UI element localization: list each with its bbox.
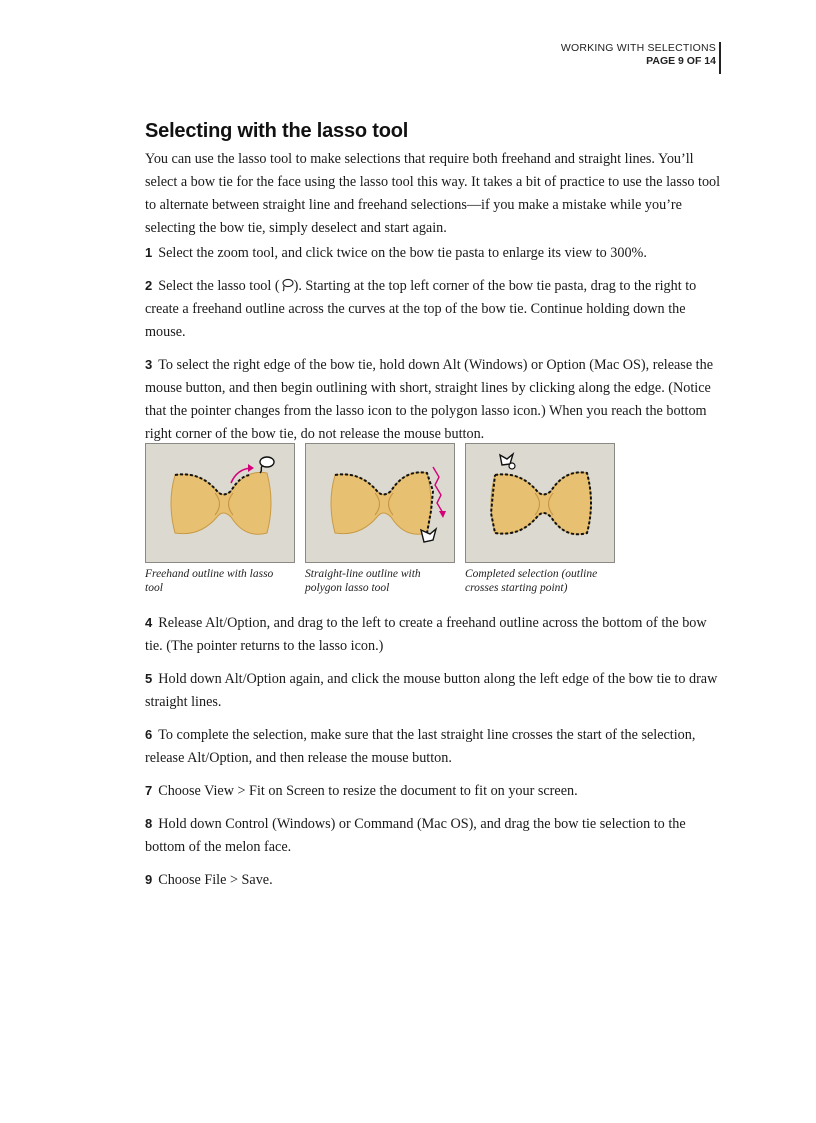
- step-8: [145, 812, 725, 859]
- step-number: 3: [145, 357, 153, 372]
- step-number: 8: [145, 816, 153, 831]
- step-number: 5: [145, 671, 153, 686]
- steps-list-after: [145, 611, 725, 901]
- step-number: 4: [145, 615, 153, 630]
- step-9: [145, 868, 725, 892]
- intro-paragraph: You can use the lasso tool to make selections that require both freehand and straight lines. You’ll select a bow tie for the face using the lasso tool this way. It takes a bit of practice to use the lasso tool to alternate between straight line and freehand selections—if you make a mistake while you’re selecting the bow tie, simply deselect and start again.: [145, 151, 721, 236]
- step-text: Choose File > Save.: [158, 872, 273, 888]
- step-text: Hold down Control (Windows) or Command (Mac OS), and drag the bow tie selection to the bottom of the melon face.: [145, 816, 686, 855]
- step-text: Choose View > Fit on Screen to resize the document to fit on your screen.: [158, 783, 578, 799]
- figure-freehand: [145, 443, 295, 595]
- page-number: PAGE 9 OF 14: [646, 55, 716, 67]
- step-text: Release Alt/Option, and drag to the left to create a freehand outline across the bottom of the bow tie. (The pointer returns to the lasso icon.): [145, 615, 707, 654]
- step-3: [145, 353, 725, 446]
- step-text: Hold down Alt/Option again, and click the mouse button along the left edge of the bow tie to draw straight lines.: [145, 671, 718, 710]
- step-text-a: Select the lasso tool (: [158, 278, 280, 294]
- step-number: 6: [145, 727, 153, 742]
- header-rule: [719, 42, 721, 74]
- bow-tie-image-polygon: [305, 443, 455, 563]
- step-number: 7: [145, 783, 153, 798]
- running-header: [561, 42, 716, 68]
- step-number: 9: [145, 872, 153, 887]
- step-text: To select the right edge of the bow tie, hold down Alt (Windows) or Option (Mac OS), release the mouse button, and then begin outlining with short, straight lines by clicking along the edge. (Notice that the pointer changes from the lasso icon to the polygon lasso icon.) When you reach the bottom right corner of the bow tie, do not release the mouse button.: [145, 357, 713, 442]
- step-6: [145, 723, 725, 770]
- step-5: [145, 667, 725, 714]
- figure-completed: [465, 443, 615, 595]
- lasso-icon: [280, 278, 294, 292]
- step-2: [145, 274, 725, 344]
- bow-tie-image-freehand: [145, 443, 295, 563]
- step-number: 2: [145, 278, 153, 293]
- step-number: 1: [145, 245, 153, 260]
- section-title: WORKING WITH SELECTIONS: [560, 42, 716, 54]
- step-1: [145, 241, 725, 265]
- steps-list-before: [145, 241, 725, 455]
- step-4: [145, 611, 725, 658]
- page-title: Selecting with the lasso tool: [145, 120, 409, 142]
- figure-straight-line: [305, 443, 455, 595]
- step-text-b: ). Starting at the top left corner of the bow tie pasta, drag to the right to create a freehand outline across the curves at the top of the bow tie. Continue holding down the mouse.: [145, 278, 697, 340]
- step-text: Select the zoom tool, and click twice on the bow tie pasta to enlarge its view to 300%.: [158, 245, 647, 261]
- step-7: [145, 779, 725, 803]
- step-text: To complete the selection, make sure that the last straight line crosses the start of the selection, release Alt/Option, and then release the mouse button.: [145, 727, 696, 766]
- figure-row: [145, 443, 625, 603]
- figure-caption: Freehand outline with lasso tool: [145, 568, 274, 594]
- bow-tie-image-completed: [465, 443, 615, 563]
- figure-caption: Straight-line outline with polygon lasso tool: [305, 568, 421, 594]
- figure-caption: Completed selection (outline crosses starting point): [465, 568, 598, 594]
